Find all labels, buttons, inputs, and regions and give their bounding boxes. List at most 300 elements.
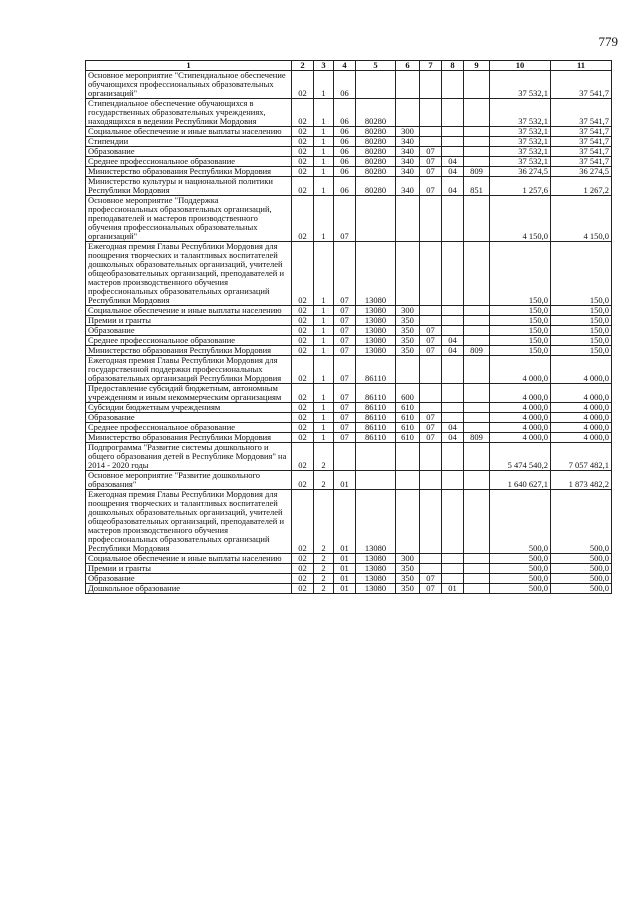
code-cell: 01 [334, 574, 356, 584]
code-cell [464, 157, 490, 167]
code-cell: 340 [396, 157, 420, 167]
amount-cell: 500,0 [490, 554, 551, 564]
amount-cell: 500,0 [490, 574, 551, 584]
code-cell: 04 [442, 346, 464, 356]
code-cell [420, 554, 442, 564]
code-cell: 07 [334, 242, 356, 306]
code-cell: 02 [292, 99, 314, 127]
code-cell [356, 443, 396, 471]
code-cell: 13080 [356, 336, 396, 346]
col-header: 5 [356, 61, 396, 71]
col-header: 6 [396, 61, 420, 71]
col-header: 3 [314, 61, 334, 71]
code-cell [464, 147, 490, 157]
code-cell: 02 [292, 177, 314, 196]
code-cell: 04 [442, 177, 464, 196]
code-cell: 04 [442, 157, 464, 167]
code-cell: 01 [334, 584, 356, 594]
code-cell: 86110 [356, 423, 396, 433]
code-cell [442, 326, 464, 336]
amount-cell: 500,0 [551, 574, 612, 584]
code-cell [420, 196, 442, 242]
code-cell: 809 [464, 433, 490, 443]
code-cell [442, 147, 464, 157]
code-cell [442, 574, 464, 584]
col-header: 2 [292, 61, 314, 71]
code-cell: 02 [292, 316, 314, 326]
code-cell: 340 [396, 147, 420, 157]
row-label: Ежегодная премия Главы Республики Мордовия для поощрения творческих и талантливых воспитателей дошкольных образовательных организаций, учителей общеобразовательных организаций, преподавателей и мастеров производственного обучения профессиональных образовательных организаций Республики Мордовия [86, 242, 292, 306]
amount-cell: 36 274,5 [490, 167, 551, 177]
code-cell: 02 [292, 443, 314, 471]
code-cell [420, 490, 442, 554]
table-row [86, 413, 612, 423]
code-cell: 610 [396, 403, 420, 413]
code-cell: 01 [334, 554, 356, 564]
amount-cell: 150,0 [551, 316, 612, 326]
code-cell: 07 [334, 316, 356, 326]
code-cell: 13080 [356, 326, 396, 336]
code-cell [442, 403, 464, 413]
table-row [86, 356, 612, 384]
code-cell: 80280 [356, 177, 396, 196]
code-cell [396, 99, 420, 127]
amount-cell: 1 873 482,2 [551, 471, 612, 490]
code-cell: 610 [396, 413, 420, 423]
code-cell [464, 242, 490, 306]
amount-cell: 37 532,1 [490, 137, 551, 147]
code-cell: 1 [314, 316, 334, 326]
code-cell: 610 [396, 433, 420, 443]
row-label: Социальное обеспечение и иные выплаты населению [86, 127, 292, 137]
code-cell: 851 [464, 177, 490, 196]
row-label: Дошкольное образование [86, 584, 292, 594]
code-cell: 1 [314, 384, 334, 403]
code-cell [464, 443, 490, 471]
code-cell: 350 [396, 316, 420, 326]
code-cell: 1 [314, 356, 334, 384]
amount-cell: 37 541,7 [551, 127, 612, 137]
row-label: Премии и гранты [86, 564, 292, 574]
code-cell [442, 384, 464, 403]
code-cell: 02 [292, 326, 314, 336]
row-label: Образование [86, 574, 292, 584]
code-cell: 1 [314, 413, 334, 423]
table-row [86, 137, 612, 147]
amount-cell: 1 640 627,1 [490, 471, 551, 490]
amount-cell: 4 000,0 [551, 356, 612, 384]
code-cell [464, 490, 490, 554]
code-cell [356, 71, 396, 99]
code-cell: 13080 [356, 242, 396, 306]
code-cell [442, 471, 464, 490]
code-cell [356, 196, 396, 242]
code-cell: 06 [334, 127, 356, 137]
code-cell: 01 [442, 584, 464, 594]
code-cell: 610 [396, 423, 420, 433]
code-cell: 07 [420, 423, 442, 433]
table-row [86, 584, 612, 594]
code-cell: 07 [420, 147, 442, 157]
code-cell [420, 443, 442, 471]
amount-cell: 150,0 [490, 306, 551, 316]
amount-cell: 37 532,1 [490, 157, 551, 167]
row-label: Ежегодная премия Главы Республики Мордовия для поощрения творческих и талантливых воспитателей дошкольных образовательных организаций, учителей общеобразовательных организаций, преподавателей и мастеров производственного обучения профессиональных образовательных организаций Республики Мордовия [86, 490, 292, 554]
row-label: Основное мероприятие "Стипендиальное обеспечение обучающихся профессиональных образовательных организаций" [86, 71, 292, 99]
code-cell: 02 [292, 147, 314, 157]
code-cell: 340 [396, 177, 420, 196]
amount-cell: 4 000,0 [490, 403, 551, 413]
code-cell [420, 99, 442, 127]
code-cell: 07 [420, 336, 442, 346]
code-cell: 340 [396, 167, 420, 177]
amount-cell: 500,0 [490, 564, 551, 574]
code-cell: 600 [396, 384, 420, 403]
code-cell: 1 [314, 137, 334, 147]
code-cell [334, 443, 356, 471]
table-row [86, 471, 612, 490]
row-label: Министерство образования Республики Мордовия [86, 433, 292, 443]
code-cell: 04 [442, 423, 464, 433]
code-cell: 1 [314, 127, 334, 137]
code-cell: 809 [464, 167, 490, 177]
table-row [86, 490, 612, 554]
table-row [86, 336, 612, 346]
amount-cell: 1 257,6 [490, 177, 551, 196]
code-cell: 809 [464, 346, 490, 356]
code-cell: 340 [396, 137, 420, 147]
code-cell: 86110 [356, 433, 396, 443]
row-label: Социальное обеспечение и иные выплаты населению [86, 554, 292, 564]
code-cell: 1 [314, 423, 334, 433]
code-cell: 86110 [356, 356, 396, 384]
amount-cell: 4 000,0 [490, 356, 551, 384]
amount-cell: 500,0 [490, 490, 551, 554]
code-cell: 02 [292, 490, 314, 554]
code-cell: 1 [314, 433, 334, 443]
code-cell [464, 99, 490, 127]
code-cell: 02 [292, 554, 314, 564]
table-row [86, 554, 612, 564]
code-cell: 06 [334, 99, 356, 127]
code-cell [420, 471, 442, 490]
code-cell: 02 [292, 157, 314, 167]
col-header: 8 [442, 61, 464, 71]
row-label: Среднее профессиональное образование [86, 336, 292, 346]
code-cell: 07 [334, 336, 356, 346]
amount-cell: 4 000,0 [551, 384, 612, 403]
code-cell [464, 574, 490, 584]
code-cell [442, 413, 464, 423]
code-cell: 01 [334, 471, 356, 490]
code-cell: 350 [396, 346, 420, 356]
table-row [86, 177, 612, 196]
row-label: Ежегодная премия Главы Республики Мордовия для государственной поддержки профессиональных образовательных организаций Республики Мордовия [86, 356, 292, 384]
code-cell: 01 [334, 564, 356, 574]
amount-cell: 4 000,0 [490, 384, 551, 403]
code-cell: 13080 [356, 346, 396, 356]
amount-cell: 150,0 [551, 346, 612, 356]
code-cell: 07 [420, 167, 442, 177]
code-cell [464, 336, 490, 346]
code-cell: 80280 [356, 127, 396, 137]
code-cell: 1 [314, 403, 334, 413]
code-cell: 2 [314, 471, 334, 490]
code-cell [464, 403, 490, 413]
code-cell: 2 [314, 554, 334, 564]
table-row [86, 346, 612, 356]
amount-cell: 37 532,1 [490, 147, 551, 157]
table-row [86, 564, 612, 574]
code-cell: 02 [292, 471, 314, 490]
code-cell: 02 [292, 584, 314, 594]
amount-cell: 4 000,0 [551, 433, 612, 443]
code-cell: 07 [420, 177, 442, 196]
row-label: Стипендии [86, 137, 292, 147]
code-cell: 13080 [356, 564, 396, 574]
amount-cell: 37 532,1 [490, 127, 551, 137]
code-cell: 13080 [356, 490, 396, 554]
code-cell [420, 384, 442, 403]
amount-cell: 150,0 [490, 326, 551, 336]
code-cell: 80280 [356, 147, 396, 157]
amount-cell: 4 150,0 [490, 196, 551, 242]
code-cell: 86110 [356, 413, 396, 423]
code-cell: 02 [292, 356, 314, 384]
code-cell: 350 [396, 584, 420, 594]
amount-cell: 150,0 [551, 336, 612, 346]
amount-cell: 7 057 482,1 [551, 443, 612, 471]
code-cell: 07 [334, 326, 356, 336]
amount-cell: 500,0 [551, 584, 612, 594]
amount-cell: 150,0 [490, 336, 551, 346]
code-cell: 07 [334, 384, 356, 403]
table-row [86, 306, 612, 316]
code-cell: 06 [334, 137, 356, 147]
code-cell: 02 [292, 127, 314, 137]
code-cell: 04 [442, 336, 464, 346]
col-header: 4 [334, 61, 356, 71]
amount-cell: 37 541,7 [551, 71, 612, 99]
table-row [86, 403, 612, 413]
code-cell: 1 [314, 196, 334, 242]
code-cell [396, 471, 420, 490]
code-cell: 1 [314, 242, 334, 306]
amount-cell: 5 474 540,2 [490, 443, 551, 471]
amount-cell: 150,0 [490, 316, 551, 326]
code-cell [464, 137, 490, 147]
code-cell: 350 [396, 326, 420, 336]
code-cell [464, 384, 490, 403]
code-cell [442, 564, 464, 574]
code-cell: 350 [396, 336, 420, 346]
row-label: Министерство образования Республики Мордовия [86, 167, 292, 177]
code-cell: 13080 [356, 584, 396, 594]
code-cell [442, 99, 464, 127]
amount-cell: 150,0 [551, 306, 612, 316]
code-cell: 80280 [356, 167, 396, 177]
code-cell: 07 [420, 157, 442, 167]
page-number: 779 [598, 34, 618, 49]
code-cell: 02 [292, 137, 314, 147]
code-cell [464, 127, 490, 137]
code-cell: 300 [396, 306, 420, 316]
code-cell: 07 [334, 423, 356, 433]
code-cell [464, 584, 490, 594]
code-cell: 2 [314, 443, 334, 471]
code-cell [464, 306, 490, 316]
amount-cell: 4 000,0 [551, 403, 612, 413]
code-cell [464, 413, 490, 423]
code-cell: 07 [334, 346, 356, 356]
table-row [86, 443, 612, 471]
amount-cell: 150,0 [490, 346, 551, 356]
code-cell [464, 564, 490, 574]
amount-cell: 4 000,0 [490, 423, 551, 433]
code-cell: 1 [314, 71, 334, 99]
code-cell: 02 [292, 242, 314, 306]
code-cell [464, 316, 490, 326]
header-row [86, 61, 612, 71]
code-cell: 06 [334, 157, 356, 167]
code-cell [420, 306, 442, 316]
code-cell [442, 316, 464, 326]
code-cell [442, 127, 464, 137]
code-cell: 07 [420, 413, 442, 423]
table-row [86, 574, 612, 584]
amount-cell: 37 532,1 [490, 71, 551, 99]
table-row [86, 423, 612, 433]
code-cell: 350 [396, 564, 420, 574]
code-cell [442, 137, 464, 147]
code-cell: 06 [334, 167, 356, 177]
table-row [86, 127, 612, 137]
code-cell: 06 [334, 147, 356, 157]
row-label: Министерство культуры и национальной политики Республики Мордовия [86, 177, 292, 196]
amount-cell: 4 000,0 [551, 413, 612, 423]
code-cell [464, 554, 490, 564]
budget-table [85, 60, 612, 594]
table-row [86, 384, 612, 403]
amount-cell: 4 000,0 [490, 433, 551, 443]
code-cell [420, 71, 442, 99]
code-cell: 300 [396, 554, 420, 564]
col-header: 11 [551, 61, 612, 71]
table-row [86, 147, 612, 157]
amount-cell: 4 000,0 [551, 423, 612, 433]
code-cell: 06 [334, 71, 356, 99]
code-cell [442, 356, 464, 384]
amount-cell: 150,0 [490, 242, 551, 306]
row-label: Образование [86, 326, 292, 336]
code-cell: 02 [292, 167, 314, 177]
amount-cell: 500,0 [551, 490, 612, 554]
code-cell: 07 [334, 433, 356, 443]
code-cell [442, 71, 464, 99]
code-cell: 02 [292, 423, 314, 433]
code-cell: 02 [292, 71, 314, 99]
col-header: 1 [86, 61, 292, 71]
code-cell: 1 [314, 99, 334, 127]
code-cell [464, 71, 490, 99]
code-cell: 80280 [356, 99, 396, 127]
code-cell [464, 356, 490, 384]
table-row [86, 99, 612, 127]
code-cell: 2 [314, 574, 334, 584]
row-label: Премии и гранты [86, 316, 292, 326]
amount-cell: 500,0 [551, 564, 612, 574]
row-label: Образование [86, 147, 292, 157]
row-label: Основное мероприятие "Поддержка профессиональных образовательных организаций, преподавателей и мастеров производственного обучения профессиональных образовательных организаций" [86, 196, 292, 242]
code-cell: 1 [314, 336, 334, 346]
code-cell [442, 196, 464, 242]
code-cell [396, 356, 420, 384]
code-cell [396, 443, 420, 471]
row-label: Среднее профессиональное образование [86, 423, 292, 433]
code-cell: 13080 [356, 306, 396, 316]
code-cell: 06 [334, 177, 356, 196]
col-header: 9 [464, 61, 490, 71]
code-cell: 1 [314, 177, 334, 196]
code-cell: 07 [334, 306, 356, 316]
code-cell: 02 [292, 384, 314, 403]
row-label: Стипендиальное обеспечение обучающихся в государственных образовательных учреждениях, находящихся в ведении Республики Мордовия [86, 99, 292, 127]
code-cell: 07 [420, 346, 442, 356]
code-cell: 1 [314, 157, 334, 167]
col-header: 7 [420, 61, 442, 71]
code-cell: 02 [292, 413, 314, 423]
code-cell [420, 127, 442, 137]
code-cell: 86110 [356, 403, 396, 413]
code-cell [442, 306, 464, 316]
code-cell [396, 242, 420, 306]
code-cell [396, 196, 420, 242]
code-cell [464, 196, 490, 242]
code-cell [420, 137, 442, 147]
code-cell: 02 [292, 564, 314, 574]
amount-cell: 37 532,1 [490, 99, 551, 127]
code-cell: 80280 [356, 157, 396, 167]
table-row [86, 433, 612, 443]
code-cell: 2 [314, 584, 334, 594]
code-cell: 13080 [356, 574, 396, 584]
code-cell: 02 [292, 306, 314, 316]
code-cell [420, 242, 442, 306]
col-header: 10 [490, 61, 551, 71]
code-cell [442, 443, 464, 471]
amount-cell: 1 267,2 [551, 177, 612, 196]
code-cell: 07 [420, 574, 442, 584]
code-cell: 07 [420, 433, 442, 443]
code-cell: 07 [334, 403, 356, 413]
amount-cell: 37 541,7 [551, 137, 612, 147]
code-cell [396, 490, 420, 554]
code-cell: 13080 [356, 316, 396, 326]
amount-cell: 150,0 [551, 326, 612, 336]
code-cell: 07 [334, 413, 356, 423]
code-cell [420, 564, 442, 574]
row-label: Субсидии бюджетным учреждениям [86, 403, 292, 413]
row-label: Предоставление субсидий бюджетным, автономным учреждениям и иным некоммерческим организациям [86, 384, 292, 403]
amount-cell: 500,0 [490, 584, 551, 594]
code-cell [396, 71, 420, 99]
code-cell: 2 [314, 490, 334, 554]
amount-cell: 4 000,0 [490, 413, 551, 423]
code-cell: 02 [292, 433, 314, 443]
code-cell: 1 [314, 306, 334, 316]
code-cell [420, 316, 442, 326]
code-cell: 04 [442, 167, 464, 177]
